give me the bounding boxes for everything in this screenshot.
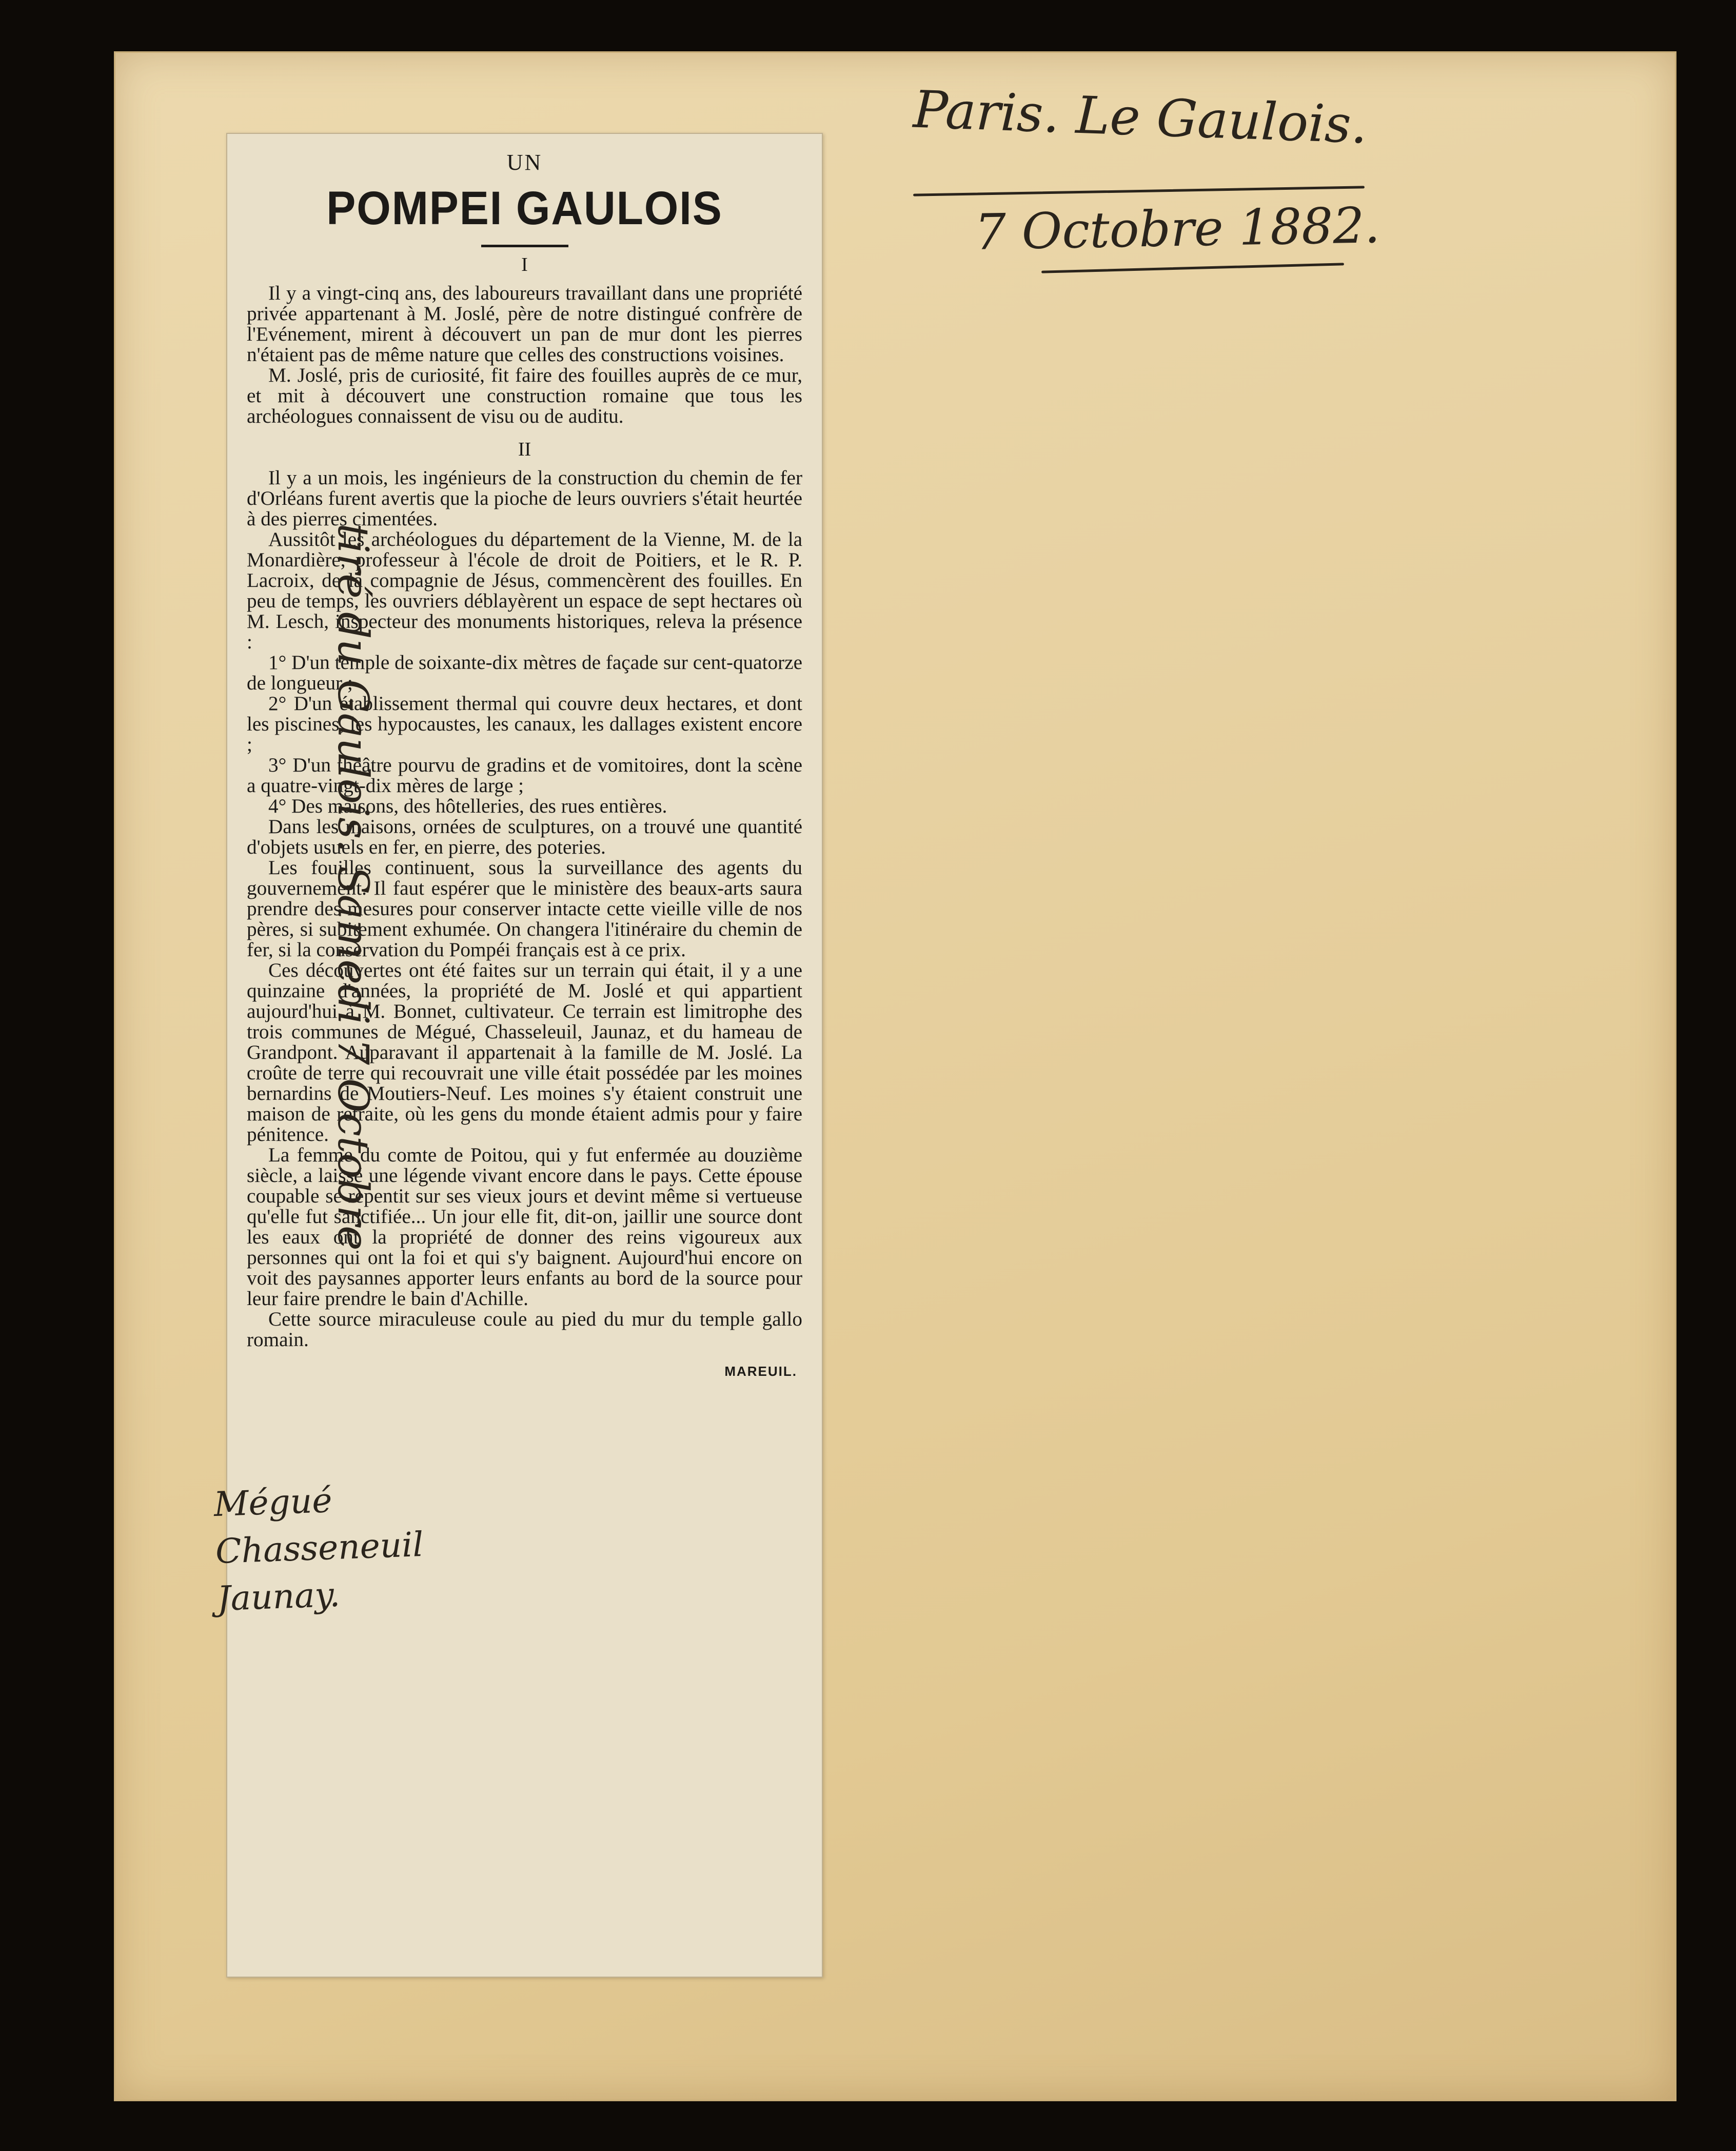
section-number: II bbox=[518, 438, 531, 460]
article-paragraph: 3° D'un théâtre pourvu de gradins et de vomitoires, dont la scène a quatre-vingt-dix mères de large ; bbox=[247, 754, 802, 797]
article-paragraph: Ces découvertes ont été faites sur un terrain qui était, il y a une quinzaine d'années, la propriété de M. Joslé et qui appartient aujourd'hui à M. Bonnet, cultivateur. Ce terrain est limitrophe des trois communes de Mégué, Chasseleuil, Jaunaz, et du hameau de Grandpont. Auparavant il appartenait à la famille de M. Joslé. La croûte de terre qui recouvrait une ville était possédée par les moines bernardins de Moutiers-Neuf. Les moines s'y étaient construit une maison de retraite, où les gens du monde étaient admis pour y faire pénitence. bbox=[247, 959, 802, 1146]
handwritten-source: Paris. Le Gaulois. bbox=[912, 79, 1369, 155]
article-paragraph: La femme du comte de Poitou, qui y fut enfermée au douzième siècle, a laissé une légende vivant encore dans le pays. Cette épouse coupable se repentit sur ses vieux jours et devint même si vertueuse qu'elle fut sanctifiée... Un jour elle fit, dit-on, jaillir une source dont les eaux ont la propriété de donner des reins vigoureux aux personnes qui ont la foi et qui s'y baignent. Aujourd'hui encore on voit des paysannes apporter leurs enfants au bord de la source pour leur faire prendre le bain d'Achille. bbox=[247, 1143, 802, 1310]
handwritten-date: 7 Octobre 1882. bbox=[974, 196, 1380, 261]
handwritten-place: Mégué bbox=[213, 1481, 333, 1525]
article-title: POMPEI GAULOIS bbox=[326, 182, 723, 234]
handwritten-places bbox=[213, 1474, 426, 1623]
handwritten-vertical-note: tiré du Gaulois. Samedi 7 Octobre bbox=[328, 523, 377, 1251]
article-paragraph: Il y a vingt-cinq ans, des laboureurs travaillant dans une propriété privée appartenant à M. Joslé, père de notre distingué confrère de l'Evénement, mirent à découvert un pan de mur dont les pierres n'étaient pas de même nature que celles des constructions voisines. bbox=[247, 282, 802, 366]
article-paragraph: 2° D'un établissement thermal qui couvre deux hectares, et dont les piscines, les hypocaustes, les canaux, les dallages existent encore ; bbox=[247, 692, 802, 756]
article-paragraph: Dans les maisons, ornées de sculptures, on a trouvé une quantité d'objets usuels en fer, en pierre, des poteries. bbox=[247, 815, 802, 858]
article-paragraph: 1° D'un temple de soixante-dix mètres de façade sur cent-quatorze de longueur ; bbox=[247, 651, 802, 694]
title-rule bbox=[481, 245, 568, 247]
article-kicker: UN bbox=[506, 150, 543, 175]
article-signature: MAREUIL. bbox=[724, 1363, 797, 1379]
article-paragraph: M. Joslé, pris de curiosité, fit faire des fouilles auprès de ce mur, et mit à découvert une construction romaine que tous les archéologues connaissent de visu ou de auditu. bbox=[247, 364, 802, 427]
article-paragraph: Aussitôt les archéologues du département de la Vienne, M. de la Monardière, professeur à l'école de droit de Poitiers, et le R. P. Lacroix, de la compagnie de Jésus, commencèrent des fouilles. En peu de temps, les ouvriers déblayèrent un espace de sept hectares où M. Lesch, inspecteur des monuments historiques, releva la présence : bbox=[247, 528, 802, 653]
article-paragraph: Il y a un mois, les ingénieurs de la construction du chemin de fer d'Orléans furent avertis que la pioche de leurs ouvriers s'était heurtée à des pierres cimentées. bbox=[247, 466, 802, 530]
handwritten-place: Jaunay. bbox=[216, 1574, 341, 1619]
handwritten-place: Chasseneuil bbox=[214, 1524, 424, 1572]
article-paragraph: Les fouilles continuent, sous la surveillance des agents du gouvernement. Il faut espérer que le ministère des beaux-arts saura prendre des mesures pour conserver intacte cette vieille ville de nos pères, si subitement exhumée. On changera l'itinéraire du chemin de fer, si la conservation du Pompéi français est à ce prix. bbox=[247, 856, 802, 961]
article-paragraph: Cette source miraculeuse coule au pied du mur du temple gallo romain. bbox=[247, 1308, 802, 1351]
newspaper-clipping bbox=[226, 133, 823, 1978]
article-paragraph: 4° Des maisons, des hôtelleries, des rues entières. bbox=[268, 795, 667, 817]
section-number: I bbox=[521, 253, 528, 275]
